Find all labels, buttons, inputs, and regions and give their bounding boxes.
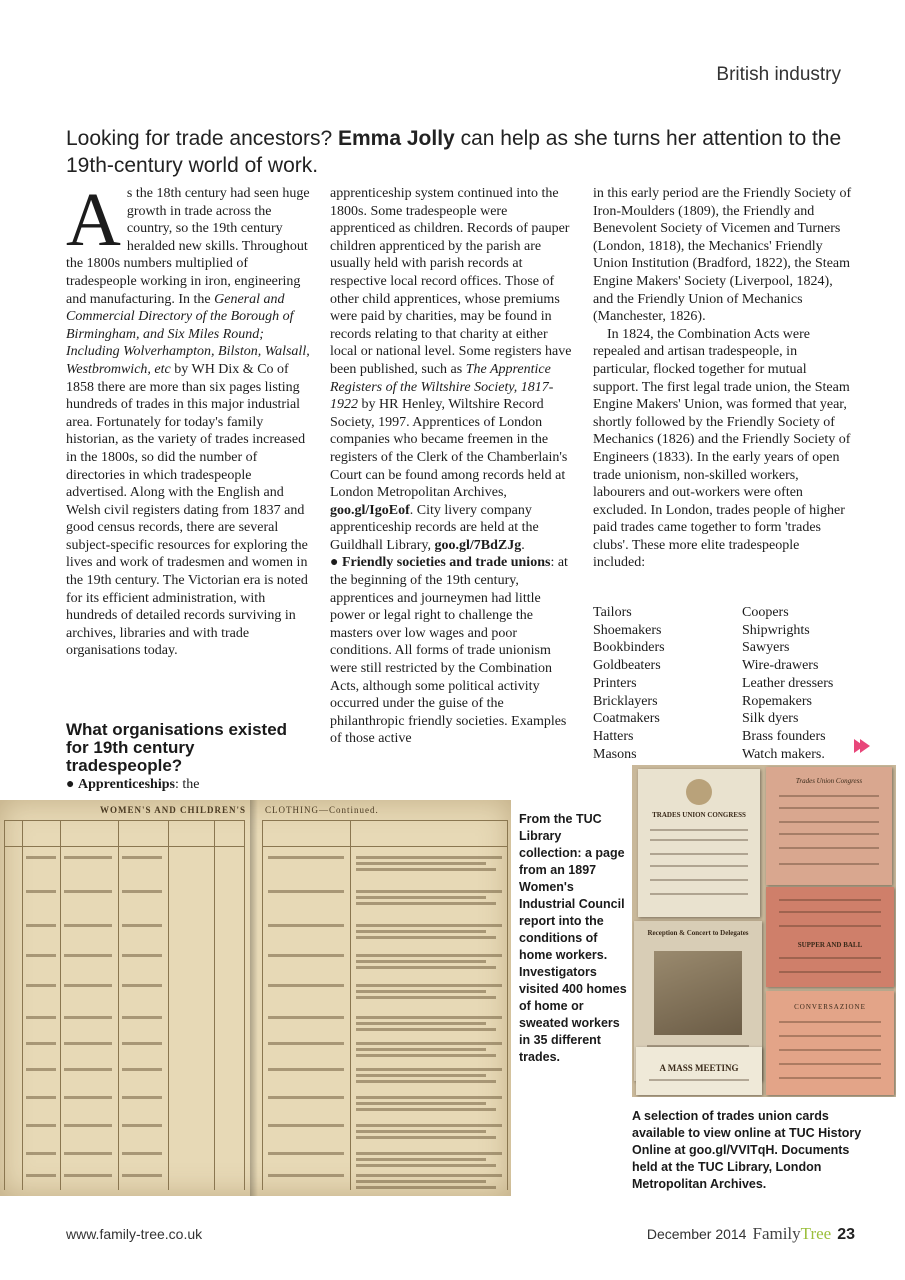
trade-item: Coopers (742, 605, 789, 620)
table-text-line (268, 1042, 344, 1045)
lma-link[interactable]: goo.gl/IgoEof (330, 502, 410, 518)
table-text-line (268, 1096, 344, 1099)
trade-row (593, 604, 855, 622)
bullet-text: : the (174, 777, 200, 792)
paragraph-societies: in this early period are the Friendly Society of Iron-Moulders (1809), the Friendly and Benevolent Society of Vicemen and Turners (London, 1818), the Mechanics' Friendly Union Institution (Bradford, 1822), the Steam Engine Makers' Society (Liverpool, 1824), and the Friendly Union of Mechanics (Manchester, 1826). (593, 186, 852, 325)
table-text-line (356, 1124, 502, 1127)
trade-item: Ropemakers (742, 693, 812, 709)
table-text-line (122, 954, 162, 957)
table-text-line (356, 966, 496, 969)
table-text-line (122, 1016, 162, 1019)
table-text-line (356, 862, 486, 865)
logo-tree: Tree (800, 1224, 832, 1243)
crest-icon (686, 779, 712, 805)
table-text-line (356, 1074, 486, 1077)
drop-cap: A (66, 178, 121, 262)
trade-item: Hatters (593, 728, 634, 744)
table-text-line (356, 1108, 496, 1111)
card-title: Reception & Concert to Delegates (647, 929, 749, 937)
illustration-icon (654, 951, 742, 1035)
tuc-history-link[interactable]: goo.gl/VVITqH (688, 1143, 775, 1157)
table-text-line (26, 1124, 56, 1127)
table-text-line (268, 856, 344, 859)
bullet-dot-icon: ● (330, 555, 339, 571)
table-text-line (268, 1068, 344, 1071)
table-text-line (356, 1028, 496, 1031)
table-text-line (122, 924, 162, 927)
paragraph-text: . City livery company apprenticeship records are held at the Guildhall Library, (330, 502, 539, 553)
table-text-line (64, 1124, 112, 1127)
table-text-line (356, 984, 502, 987)
author-name: Emma Jolly (338, 127, 455, 150)
table-text-line (26, 1016, 56, 1019)
trade-item: Shipwrights (742, 622, 810, 638)
table-text-line (26, 856, 56, 859)
table-text-line (122, 1174, 162, 1177)
table-rule (507, 820, 508, 1190)
report-page-image (0, 800, 511, 1196)
trade-item: Shoemakers (593, 622, 662, 638)
table-text-line (64, 1096, 112, 1099)
table-rule (4, 820, 5, 1190)
footer-right (647, 1224, 855, 1244)
book-title: The Apprentice Registers of the Wiltshire Society, 1817-1922 (330, 361, 554, 413)
footer-url[interactable]: www.family-tree.co.uk (66, 1226, 203, 1242)
trades-list (593, 604, 855, 763)
trade-row (593, 639, 855, 657)
table-text-line (356, 936, 496, 939)
table-text-line (122, 1068, 162, 1071)
card-trades-union-congress (766, 767, 892, 885)
table-text-line (268, 984, 344, 987)
table-text-line (64, 924, 112, 927)
paragraph-intro (66, 178, 310, 660)
trade-item: Masons (593, 746, 637, 762)
table-text-line (26, 984, 56, 987)
paragraph-apprentices (330, 185, 575, 554)
guildhall-link[interactable]: goo.gl/7BdZJg (434, 537, 522, 553)
paragraph-text: by WH Dix & Co of 1858 there are more than six pages listing hundreds of trades in this major industrial area. Fortunately for today's family historian, as the variety of trades increased in the 1800s, so did the number of directories in which tradespeople advertised. Along with the English and Welsh civil registers dating from 1837 and good census records, there are several subject-specific resources for exploring the lives and work of tradesmen and women in the 19th century. The Victorian era is noted for its efficient administration, with hundreds of detailed records surviving in archives, libraries and with trade organisations today. (66, 361, 308, 659)
table-text-line (356, 856, 502, 859)
double-arrow-icon (860, 739, 870, 753)
table-text-line (64, 1174, 112, 1177)
trade-item: Watch makers. (742, 746, 825, 762)
table-text-line (122, 890, 162, 893)
table-text-line (356, 1022, 486, 1025)
paragraph-combination-acts: In 1824, the Combination Acts were repealed and artisan tradespeople, in particular, flocked together for mutual support. The first legal trade union, the Steam Engine Makers' Union, was formed that year, shortly followed by the Friendly Society of Mechanics (1826) and the Friendly Society of Engineers (1833). In the early years of open trade unionism, non-skilled workers, labourers and out-workers were often excluded. In London, trades people of higher paid trades came together to form 'trades clubs'. These more elite tradespeople included: (593, 326, 851, 571)
table-text-line (356, 1180, 486, 1183)
table-rule (262, 846, 507, 847)
table-text-line (122, 984, 162, 987)
report-title: WOMEN'S AND CHILDREN'S (100, 805, 247, 815)
table-text-line (64, 856, 112, 859)
trade-row (593, 710, 855, 728)
table-rule (244, 820, 245, 1190)
card-title: A MASS MEETING (659, 1063, 739, 1073)
caption-text: A selection of trades union cards available to view online at TUC History Online at (632, 1109, 862, 1157)
page-number: 23 (837, 1226, 855, 1243)
table-text-line (122, 856, 162, 859)
directory-title: General and Commercial Directory of the Borough of Birmingham, and Six Miles Round; Including Wolverhampton, Bilston, Walsall, Westbromwich, etc (66, 291, 310, 377)
report-caption: From the TUC Library collection: a page from an 1897 Women's Industrial Council report into the conditions of home workers. Investigators visited 400 homes of home or sweated workers in 35 different trades. (519, 812, 627, 1064)
table-text-line (356, 1042, 502, 1045)
bullet-label: Friendly societies and trade unions (341, 555, 551, 571)
table-text-line (356, 1080, 496, 1083)
table-text-line (356, 1158, 486, 1161)
trade-row (593, 657, 855, 675)
table-text-line (26, 954, 56, 957)
trade-row (593, 675, 855, 693)
table-text-line (356, 896, 486, 899)
bullet-label: Apprenticeships (77, 777, 175, 792)
table-text-line (64, 890, 112, 893)
table-text-line (356, 1096, 502, 1099)
table-text-line (122, 1152, 162, 1155)
bullet-text: : at the beginning of the 19th century, apprentices and journeymen had little power or legal right to challenge the masters over low wages and poor conditions. All forms of trade unionism were still restricted by the Combination Acts, although some political activity occurred under the guise of the philanthropic friendly societies. Examples of those active (330, 555, 568, 747)
section-title: British industry (716, 64, 841, 85)
table-text-line (64, 954, 112, 957)
table-text-line (356, 990, 486, 993)
table-rule (350, 820, 351, 1190)
table-text-line (356, 868, 496, 871)
table-rule (168, 820, 169, 1190)
table-text-line (268, 1152, 344, 1155)
section-heading: What organisations existed for 19th century tradespeople? (66, 720, 288, 775)
issue-date: December 2014 (646, 1226, 747, 1242)
table-text-line (356, 924, 502, 927)
table-text-line (268, 924, 344, 927)
article-column-3 (593, 185, 853, 572)
table-text-line (64, 1016, 112, 1019)
table-text-line (356, 1152, 502, 1155)
card-title: Trades Union Congress (795, 777, 863, 785)
card-title: SUPPER AND BALL (797, 941, 863, 949)
table-rule (118, 820, 119, 1190)
card-congress (638, 769, 760, 917)
magazine-logo (752, 1224, 831, 1244)
table-rule (4, 820, 244, 821)
paragraph-text: apprenticeship system continued into the 1800s. Some tradespeople were apprenticed as children. Records of pauper children apprenticed by the parish are usually held with parish records at respective local record offices. Those of other child apprentices, whose premiums were paid by charities, may be found in records relating to that charity at either local or national level. Some registers have been published, such as (330, 186, 572, 377)
trade-row (593, 622, 855, 640)
table-text-line (356, 902, 496, 905)
article-column-1 (66, 178, 310, 660)
union-cards-image (632, 765, 896, 1097)
table-text-line (268, 1124, 344, 1127)
table-text-line (356, 1016, 502, 1019)
table-text-line (122, 1096, 162, 1099)
bullet-apprenticeships (66, 776, 316, 793)
cards-caption (632, 1108, 877, 1193)
trade-item: Sawyers (742, 640, 790, 656)
card-mass-meeting (636, 1047, 762, 1095)
trade-item: Bricklayers (593, 693, 658, 709)
table-rule (262, 820, 263, 1190)
card-supper-ball (766, 887, 894, 987)
bullet-friendly-societies (330, 554, 575, 748)
table-text-line (268, 954, 344, 957)
card-title: TRADES UNION CONGRESS (652, 811, 746, 819)
table-rule (4, 846, 244, 847)
table-text-line (356, 1186, 496, 1189)
article-column-2 (330, 185, 575, 748)
trade-item: Brass founders (742, 728, 826, 744)
paragraph-text: by HR Henley, Wiltshire Record Society, 1997. Apprentices of London companies who became freemen in the registers of the Clerk of the Chamberlain's Court can be found among records held at London Metropolitan Archives, (330, 397, 568, 501)
table-rule (60, 820, 61, 1190)
table-text-line (64, 984, 112, 987)
table-text-line (356, 1054, 496, 1057)
trade-item: Wire-drawers (742, 658, 819, 674)
table-text-line (268, 1174, 344, 1177)
trade-row (593, 728, 855, 746)
trade-item: Leather dressers (742, 675, 834, 691)
trade-item: Silk dyers (742, 711, 799, 727)
logo-family: Family (752, 1224, 801, 1243)
table-rule (22, 820, 23, 1190)
table-text-line (356, 1102, 486, 1105)
paragraph-text: . (521, 537, 525, 553)
paragraph-text: s the 18th century had seen huge growth in trade across the country, so the 19th century heralded new skills. Throughout the 1800s numbers multiplied of tradespeople working in iron, engineering and manufacturing. In the (66, 186, 310, 307)
table-text-line (356, 960, 486, 963)
caption-text: . Documents held at the TUC Library, London Metropolitan Archives. (632, 1143, 850, 1191)
table-text-line (26, 1174, 56, 1177)
table-text-line (64, 1068, 112, 1071)
table-text-line (26, 890, 56, 893)
trade-row (593, 746, 855, 764)
trade-item: Coatmakers (593, 711, 660, 727)
table-text-line (356, 996, 496, 999)
report-subtitle: CLOTHING—Continued. (265, 805, 379, 815)
table-text-line (26, 924, 56, 927)
table-rule (262, 820, 507, 821)
table-text-line (356, 1048, 486, 1051)
standfirst (66, 125, 846, 179)
card-conversazione (766, 991, 894, 1095)
table-text-line (356, 954, 502, 957)
table-text-line (26, 1096, 56, 1099)
trade-item: Bookbinders (593, 640, 665, 656)
table-text-line (356, 1068, 502, 1071)
trade-item: Printers (593, 675, 637, 691)
standfirst-outro: can help as she turns her attention to the 19th-century world of work. (66, 127, 842, 177)
table-text-line (268, 890, 344, 893)
table-text-line (356, 930, 486, 933)
table-text-line (26, 1152, 56, 1155)
table-text-line (122, 1042, 162, 1045)
table-text-line (356, 1164, 496, 1167)
card-title: CONVERSAZIONE (794, 1003, 866, 1011)
trade-item: Goldbeaters (593, 658, 661, 674)
table-text-line (356, 890, 502, 893)
table-rule (214, 820, 215, 1190)
table-text-line (26, 1068, 56, 1071)
table-text-line (356, 1136, 496, 1139)
table-text-line (268, 1016, 344, 1019)
bullet-dot-icon: ● (66, 777, 75, 792)
table-text-line (356, 1130, 486, 1133)
table-text-line (26, 1042, 56, 1045)
trade-item: Tailors (593, 605, 632, 620)
trade-row (593, 693, 855, 711)
table-text-line (356, 1174, 502, 1177)
table-text-line (64, 1042, 112, 1045)
standfirst-intro: Looking for trade ancestors? (66, 127, 338, 150)
table-text-line (122, 1124, 162, 1127)
table-text-line (64, 1152, 112, 1155)
page-fold (250, 800, 258, 1196)
